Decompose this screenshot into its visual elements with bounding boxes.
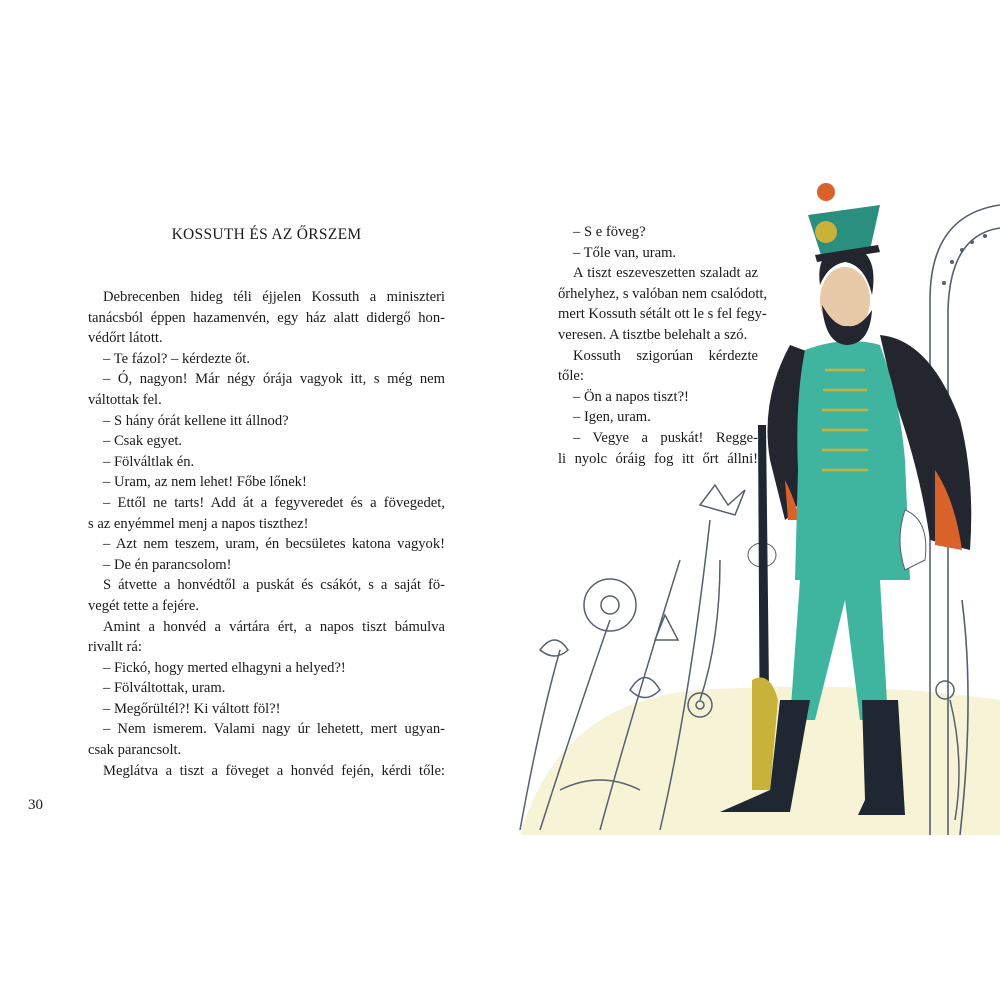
text-line: – Tőle van, uram. (573, 244, 677, 261)
text-line: – Ó, nagyon! Már négy órája vagyok itt, s még nem (103, 371, 445, 388)
text-line: mert Kossuth sétált ott le s fel fegy- (558, 306, 767, 323)
text-line: védőrt látott. (88, 330, 163, 347)
chapter-title: KOSSUTH ÉS AZ ŐRSZEM (171, 226, 362, 243)
text-line: – Ettől ne tarts! Add át a fegyveredet és a fövegedet, (103, 494, 445, 511)
text-line: Meglátva a tiszt a föveget a honvéd fején, kérdi tőle: (103, 762, 445, 779)
soldier-illustration (496, 170, 1000, 835)
text-line: tőle: (558, 368, 584, 385)
right-glove (900, 510, 926, 570)
text-line: – Igen, uram. (573, 409, 651, 426)
text-line: – Azt nem teszem, uram, én becsületes katona vagyok! (103, 536, 445, 553)
text-line: – Nem ismerem. Valami nagy úr lehetett, mert ugyan- (103, 721, 445, 738)
text-line: Debrecenben hideg téli éjjelen Kossuth a miniszteri (103, 289, 445, 305)
text-line: li nyolc óráig fog itt őrt állni! (558, 450, 758, 467)
text-line: Kossuth szigorúan kérdezte (573, 347, 758, 364)
text-line: – Vegye a puskát! Regge- (573, 429, 758, 446)
text-line: váltottak fel. (88, 391, 162, 408)
text-line: – Fickó, hogy merted elhagyni a helyed?! (103, 659, 346, 676)
text-line: – De én parancsolom! (103, 556, 232, 573)
text-line: – Fölváltlak én. (103, 453, 195, 470)
text-line: – Ön a napos tiszt?! (573, 388, 689, 405)
text-line: tanácsból éppen hazamenvén, egy ház alatt didergő hon- (88, 309, 445, 326)
text-line: – Uram, az nem lehet! Főbe lőnek! (103, 474, 307, 491)
text-line: – Megőrültél?! Ki váltott föl?! (103, 700, 281, 717)
text-line: – Te fázol? – kérdezte őt. (103, 350, 251, 367)
shako-badge (815, 221, 837, 243)
text-line: – S hány órát kellene itt állnod? (103, 412, 289, 429)
text-line: S átvette a honvédtől a puskát és csákót, s a saját fö- (103, 577, 445, 594)
cockade (817, 183, 835, 201)
left-page-text (88, 287, 445, 781)
page-number: 30 (28, 797, 43, 813)
right-boot (858, 700, 905, 815)
text-line: – S e föveg? (573, 224, 646, 240)
text-line: – Fölváltottak, uram. (103, 680, 226, 697)
text-line: s az enyémmel menj a napos tiszthez! (88, 515, 309, 532)
text-line: vegét tette a fejére. (88, 597, 199, 614)
text-line: csak parancsolt. (88, 742, 182, 759)
text-line: A tiszt eszeveszetten szaladt az (573, 265, 758, 282)
text-line: rivallt rá: (88, 639, 142, 656)
text-line: veresen. A tisztbe belehalt a szó. (558, 326, 748, 343)
text-line: – Csak egyet. (103, 433, 183, 450)
text-line: Amint a honvéd a vártára ért, a napos tiszt bámulva (103, 618, 445, 635)
arch-dots (942, 234, 987, 285)
text-line: őrhelyhez, s valóban nem csalódott, (558, 285, 768, 302)
